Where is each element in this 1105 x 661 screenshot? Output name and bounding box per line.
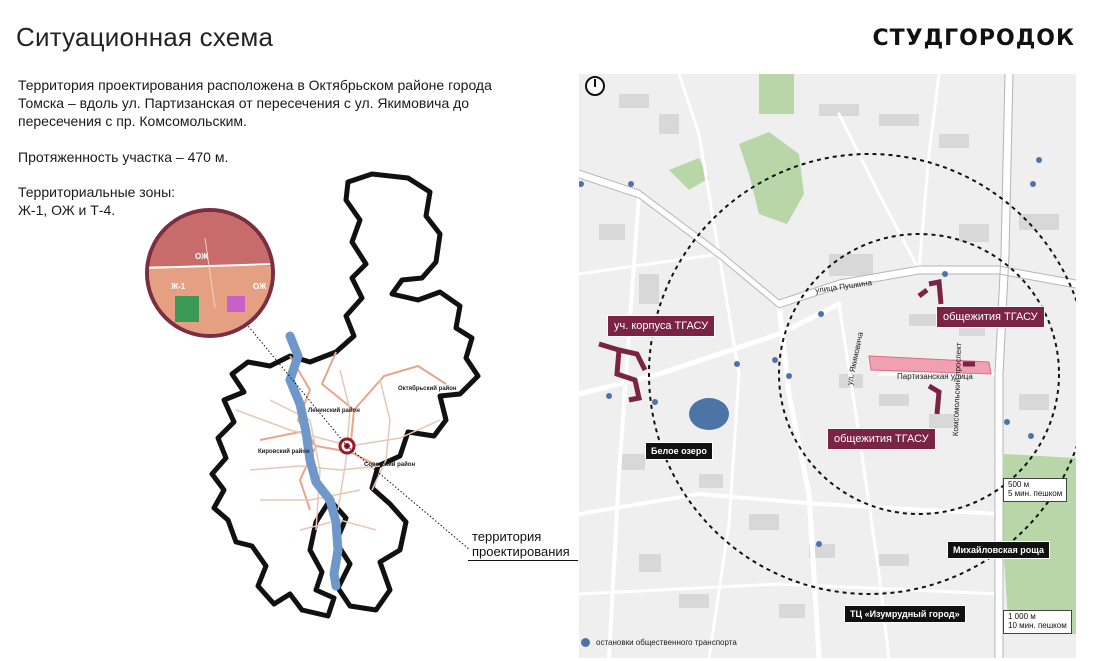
street-pushkina: улица Пушкина: [814, 278, 873, 295]
transit-stop: [786, 373, 792, 379]
description-length: Протяженность участка – 470 м.: [18, 148, 229, 165]
transit-stop: [628, 181, 634, 187]
transit-stop-icon: [581, 638, 590, 647]
map-legend: остановки общественного транспорта: [581, 638, 737, 647]
tag-mall: ТЦ «Изумрудный город»: [844, 605, 966, 623]
tom-river: [290, 336, 338, 586]
tag-mikhailovskaya-grove: Михайловская роща: [947, 541, 1050, 559]
site-map-canvas: [579, 74, 1076, 658]
district-label: Кировский район: [258, 449, 310, 455]
district-label: Ленинский район: [308, 408, 360, 414]
transit-stop: [942, 271, 948, 277]
tag-dorms-bottom: общежития ТГАСУ: [827, 428, 936, 450]
zone-label: Ж-1: [171, 282, 186, 291]
tag-dorms-top: общежития ТГАСУ: [936, 306, 1045, 328]
transit-stop: [652, 399, 658, 405]
transit-stop: [818, 311, 824, 317]
description-zones: Территориальные зоны: Ж-1, ОЖ и Т-4.: [18, 183, 176, 218]
zoning-zoom-circle: [145, 208, 275, 338]
transit-stop: [1004, 419, 1010, 425]
description-location: Территория проектирования расположена в Октябрьском районе города Томска – вдоль ул. Партизанская от пересечения с ул. Якимовича до пересечения с пр. Комсомольским.: [18, 77, 492, 130]
zone-label: ОЖ: [253, 282, 267, 291]
transit-stop: [816, 541, 822, 547]
north-arrow-icon: [585, 76, 605, 96]
brand-logo: СТУДГОРОДОК: [872, 26, 1075, 51]
district-label: Октябрьский район: [398, 386, 457, 392]
street-partizanskaya: Партизанская улица: [897, 372, 973, 381]
transit-stop: [772, 357, 778, 363]
street-komsomolsky: Комсомольский проспект: [951, 342, 964, 437]
scale-note-500: 500 м 5 мин. пешком: [1003, 478, 1067, 502]
district-label: Советский район: [364, 462, 416, 468]
transit-stop: [606, 393, 612, 399]
tag-tgasu-buildings: уч. корпуса ТГАСУ: [607, 315, 715, 337]
site-context-map: [579, 74, 1076, 658]
transit-stop: [734, 361, 740, 367]
tag-white-lake: Белое озеро: [645, 442, 713, 460]
white-lake: [689, 398, 729, 430]
page-title: Ситуационная схема: [16, 22, 274, 52]
transit-stop: [1036, 157, 1042, 163]
zone-label: ОЖ: [195, 252, 209, 261]
transit-stop: [1028, 433, 1034, 439]
scale-note-1000: 1 000 м 10 мин. пешком: [1003, 610, 1072, 634]
street-yakimovicha: ул. Якимовича: [845, 331, 866, 386]
territory-label: территория проектирования: [472, 530, 578, 561]
green-area: [759, 74, 794, 114]
transit-stop: [1030, 181, 1036, 187]
